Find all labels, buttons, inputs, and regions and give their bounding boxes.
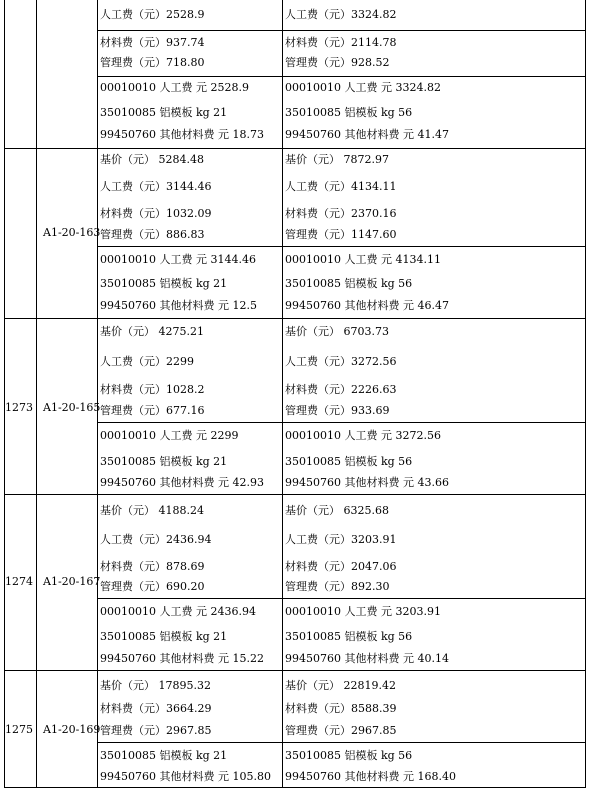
grid-line	[97, 76, 586, 77]
cell-text: 99450760 其他材料费 元 105.80	[100, 770, 271, 783]
item-code: A1-20-165	[43, 401, 101, 414]
grid-line	[4, 148, 586, 149]
item-code: A1-20-163	[43, 226, 101, 239]
cell-text: 00010010 人工费 元 2299	[100, 429, 239, 442]
cell-text: 材料费（元）2370.16	[285, 207, 397, 220]
cell-text: 管理费（元）690.20	[100, 580, 205, 593]
item-number: 1273	[5, 401, 33, 414]
cell-text: 管理费（元）928.52	[285, 56, 390, 69]
grid-line	[97, 0, 98, 787]
cell-text: 管理费（元）886.83	[100, 228, 205, 241]
cell-text: 材料费（元）8588.39	[285, 702, 397, 715]
grid-line	[282, 0, 283, 787]
grid-line	[97, 246, 586, 247]
cell-text: 35010085 铝模板 kg 21	[100, 455, 228, 468]
grid-line	[4, 0, 5, 787]
cell-text: 材料费（元）937.74	[100, 36, 205, 49]
cell-text: 基价（元） 7872.97	[285, 153, 389, 166]
cell-text: 99450760 其他材料费 元 168.40	[285, 770, 456, 783]
cell-text: 管理费（元）1147.60	[285, 228, 397, 241]
cell-text: 管理费（元）892.30	[285, 580, 390, 593]
cell-text: 基价（元） 17895.32	[100, 679, 211, 692]
cell-text: 00010010 人工费 元 3203.91	[285, 605, 441, 618]
cell-text: 材料费（元）3664.29	[100, 702, 212, 715]
item-number: 1274	[5, 575, 33, 588]
item-code: A1-20-167	[43, 575, 101, 588]
cell-text: 基价（元） 6325.68	[285, 504, 389, 517]
grid-line	[97, 598, 586, 599]
cell-text: 99450760 其他材料费 元 43.66	[285, 476, 449, 489]
cell-text: 材料费（元）1028.2	[100, 383, 205, 396]
cell-text: 99450760 其他材料费 元 15.22	[100, 652, 264, 665]
item-code: A1-20-169	[43, 723, 101, 736]
cell-text: 35010085 铝模板 kg 21	[100, 749, 228, 762]
grid-line	[97, 422, 586, 423]
cell-text: 基价（元） 4188.24	[100, 504, 204, 517]
cell-text: 00010010 人工费 元 3144.46	[100, 253, 256, 266]
cell-text: 人工费（元）2299	[100, 355, 194, 368]
grid-line	[585, 0, 586, 787]
cell-text: 35010085 铝模板 kg 56	[285, 749, 413, 762]
cell-text: 00010010 人工费 元 2528.9	[100, 81, 249, 94]
item-number: 1275	[5, 723, 33, 736]
cell-text: 人工费（元）4134.11	[285, 180, 397, 193]
cell-text: 管理费（元）933.69	[285, 404, 390, 417]
cell-text: 99450760 其他材料费 元 40.14	[285, 652, 449, 665]
cell-text: 基价（元） 5284.48	[100, 153, 204, 166]
cell-text: 人工费（元）3144.46	[100, 180, 212, 193]
cell-text: 人工费（元）3272.56	[285, 355, 397, 368]
grid-line	[4, 787, 586, 788]
cell-text: 基价（元） 4275.21	[100, 325, 204, 338]
cell-text: 00010010 人工费 元 3324.82	[285, 81, 441, 94]
cell-text: 人工费（元）2436.94	[100, 533, 212, 546]
cell-text: 管理费（元）718.80	[100, 56, 205, 69]
cell-text: 35010085 铝模板 kg 56	[285, 106, 413, 119]
grid-line	[4, 670, 586, 671]
cell-text: 材料费（元）1032.09	[100, 207, 212, 220]
cell-text: 基价（元） 22819.42	[285, 679, 396, 692]
cell-text: 材料费（元）2114.78	[285, 36, 397, 49]
cell-text: 材料费（元）2226.63	[285, 383, 397, 396]
cell-text: 00010010 人工费 元 3272.56	[285, 429, 441, 442]
cell-text: 35010085 铝模板 kg 56	[285, 630, 413, 643]
cell-text: 35010085 铝模板 kg 21	[100, 630, 228, 643]
cell-text: 35010085 铝模板 kg 21	[100, 106, 228, 119]
cell-text: 99450760 其他材料费 元 41.47	[285, 128, 449, 141]
cell-text: 材料费（元）2047.06	[285, 560, 397, 573]
grid-line	[4, 318, 586, 319]
cell-text: 人工费（元）2528.9	[100, 8, 205, 21]
cell-text: 基价（元） 6703.73	[285, 325, 389, 338]
cell-text: 人工费（元）3324.82	[285, 8, 397, 21]
cell-text: 00010010 人工费 元 4134.11	[285, 253, 441, 266]
cell-text: 99450760 其他材料费 元 18.73	[100, 128, 264, 141]
cell-text: 35010085 铝模板 kg 56	[285, 455, 413, 468]
cell-text: 材料费（元）878.69	[100, 560, 205, 573]
cell-text: 管理费（元）2967.85	[100, 724, 212, 737]
cell-text: 35010085 铝模板 kg 56	[285, 277, 413, 290]
grid-line	[97, 30, 586, 31]
cell-text: 99450760 其他材料费 元 12.5	[100, 299, 257, 312]
cell-text: 00010010 人工费 元 2436.94	[100, 605, 256, 618]
cell-text: 人工费（元）3203.91	[285, 533, 397, 546]
cell-text: 管理费（元）677.16	[100, 404, 205, 417]
grid-line	[36, 0, 37, 787]
cell-text: 99450760 其他材料费 元 42.93	[100, 476, 264, 489]
cell-text: 管理费（元）2967.85	[285, 724, 397, 737]
grid-line	[4, 494, 586, 495]
grid-line	[97, 742, 586, 743]
cell-text: 35010085 铝模板 kg 21	[100, 277, 228, 290]
cell-text: 99450760 其他材料费 元 46.47	[285, 299, 449, 312]
